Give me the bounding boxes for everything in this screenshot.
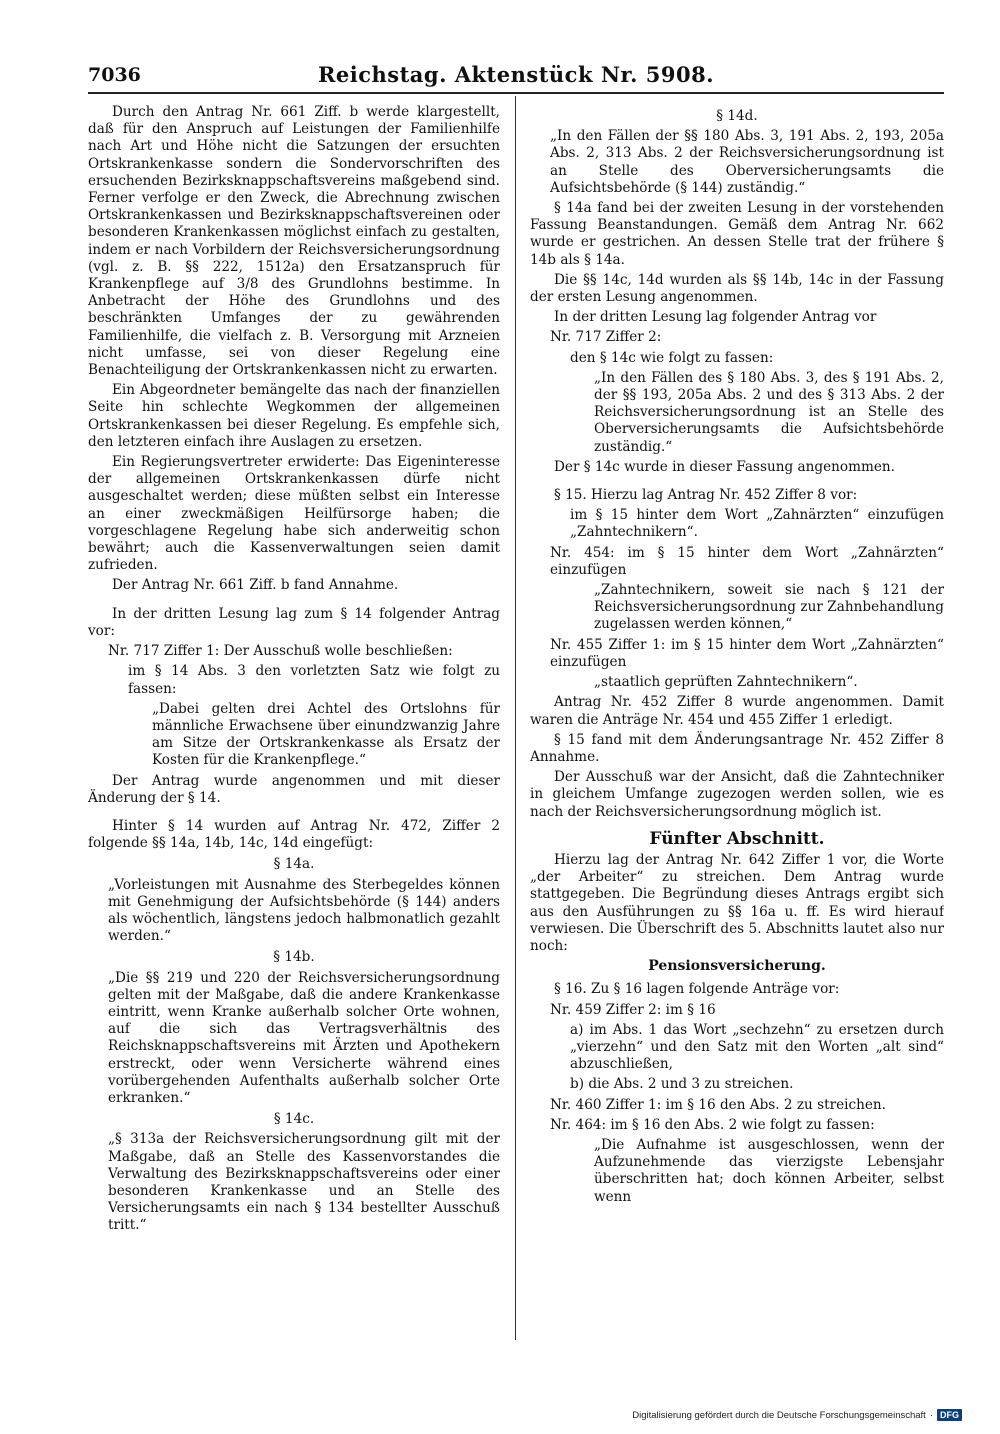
section-heading: § 14a. <box>273 856 315 873</box>
paragraph: Der Antrag wurde angenommen und mit dieser Änderung der § 14. <box>88 772 500 806</box>
paragraph: In der dritten Lesung lag zum § 14 folgender Antrag vor: <box>88 605 500 639</box>
page-title: Reichstag. Aktenstück Nr. 5908. <box>317 62 715 87</box>
page-number: 7036 <box>88 64 141 86</box>
paragraph: Nr. 717 Ziffer 1: Der Ausschuß wolle beschließen: <box>108 643 453 660</box>
paragraph: „Dabei gelten drei Achtel des Ortslohns für männliche Erwachsene über einundzwanzig Jahre am Sitze der Ortskrankenkasse als Ersatz der Kosten für die Krankenpflege.“ <box>152 700 500 769</box>
paragraph: Der Ausschuß war der Ansicht, daß die Zahntechniker in gleichem Umfange zugezogen werden sollen, wie es nach der Reichsversicherungsordnung möglich ist. <box>530 769 944 820</box>
paragraph: Ein Regierungsvertreter erwiderte: Das Eigeninteresse der allgemeinen Ortskrankenkassen dürfe nicht ausgeschaltet werden; diese müßten selbst ein Interesse an einer zweckmäßigen Heilfürsorge haben; die vorgeschlagene Regelung habe sich anderweitig schon bewährt; auch die Kassenverwaltungen seien damit zufrieden. <box>88 454 500 574</box>
paragraph: Nr. 460 Ziffer 1: im § 16 den Abs. 2 zu streichen. <box>550 1096 886 1113</box>
footer-text: Digitalisierung gefördert durch die Deutsche Forschungsgemeinschaft <box>632 1409 926 1421</box>
subsection-title: Pensionsversicherung. <box>648 958 826 975</box>
paragraph: In der dritten Lesung lag folgender Antrag vor <box>554 309 877 326</box>
paragraph: „§ 313a der Reichsversicherungsordnung gilt mit der Maßgabe, daß an Stelle des Kassenvorstandes die Verwaltung des Bezirksknappschaftsvereins oder einer besonderen Krankenkasse und an Stelle des Versicherungsamts ein nach § 134 bestellter Ausschuß tritt.“ <box>108 1131 500 1234</box>
paragraph: „Zahntechnikern, soweit sie nach § 121 der Reichsversicherungsordnung zur Zahnbehandlung zugelassen werden können,“ <box>594 582 944 633</box>
paragraph: Die §§ 14c, 14d wurden als §§ 14b, 14c in der Fassung der ersten Lesung angenommen. <box>530 271 944 306</box>
paragraph: Antrag Nr. 452 Ziffer 8 wurde angenommen. Damit waren die Anträge Nr. 454 und 455 Ziffer 1 erledigt. <box>530 694 944 728</box>
paragraph: im § 14 Abs. 3 den vorletzten Satz wie folgt zu fassen: <box>128 663 500 697</box>
paragraph: Hierzu lag der Antrag Nr. 642 Ziffer 1 vor, die Worte „der Arbeiter“ zu streichen. Dem Antrag wurde stattgegeben. Die Begründung dieses Antrags ergibt sich aus den Ausführungen zu §§ 16a u. ff. Es wird hierauf verwiesen. Die Überschrift des 5. Abschnitts lautet also nur noch: <box>530 851 944 954</box>
paragraph: § 15. Hierzu lag Antrag Nr. 452 Ziffer 8 vor: <box>554 487 858 504</box>
paragraph: Ein Abgeordneter bemängelte das nach der finanziellen Seite hin schlechte Wegkommen der allgemeinen Ortskrankenkassen bei dieser Regelung. Es empfehle sich, den letzteren einfach ihre Auslagen zu ersetzen. <box>88 382 500 450</box>
digitization-footer <box>632 1409 962 1421</box>
spacer <box>530 479 944 487</box>
paragraph: den § 14c wie folgt zu fassen: <box>570 349 774 366</box>
footer-separator: · <box>929 1409 933 1421</box>
paragraph: Der Antrag Nr. 661 Ziff. b fand Annahme. <box>112 577 399 594</box>
paragraph: Nr. 459 Ziffer 2: im § 16 <box>550 1001 716 1018</box>
paragraph: § 16. Zu § 16 lagen folgende Anträge vor: <box>554 981 840 998</box>
paragraph: Nr. 454: im § 15 hinter dem Wort „Zahnärzten“ einzufügen <box>550 544 944 578</box>
paragraph: Nr. 455 Ziffer 1: im § 15 hinter dem Wort „Zahnärzten“ einzufügen <box>550 636 944 670</box>
column-divider <box>515 96 516 1340</box>
right-column <box>530 104 944 1344</box>
section-heading: § 14c. <box>273 1111 315 1128</box>
paragraph: „In den Fällen des § 180 Abs. 3, des § 191 Abs. 2, der §§ 193, 205a Abs. 2 und des § 313 Abs. 2 der Reichsversicherungsordnung ist an Stelle des Oberversicherungsamts die Aufsichtsbehörde zuständig.“ <box>594 369 944 455</box>
left-column <box>88 104 500 1344</box>
page-header <box>88 62 944 94</box>
section-heading: § 14b. <box>273 949 315 966</box>
paragraph: „Vorleistungen mit Ausnahme des Sterbegeldes können mit Genehmigung der Aufsichtsbehörde (§ 144) anders als wöchentlich, längstens jedoch halbmonatlich gezahlt werden.“ <box>108 876 500 945</box>
paragraph: a) im Abs. 1 das Wort „sechzehn“ zu ersetzen durch „vierzehn“ und den Satz mit den Worten „alt sind“ abzuschließen, <box>570 1021 944 1073</box>
paragraph: „Die §§ 219 und 220 der Reichsversicherungsordnung gelten mit der Maßgabe, daß die andere Krankenkasse eintritt, wenn Kranke außerhalb solcher Orte wohnen, auf die sich das Vertragsverhältnis des Reichsknappschaftsvereins mit Ärzten und Apothekern erstreckt, oder wenn Versicherte während eines vorübergehenden Aufenthalts außerhalb solcher Orte erkranken.“ <box>108 969 500 1106</box>
paragraph: Hinter § 14 wurden auf Antrag Nr. 472, Ziffer 2 folgende §§ 14a, 14b, 14c, 14d eingefügt: <box>88 817 500 852</box>
paragraph: im § 15 hinter dem Wort „Zahnärzten“ einzufügen „Zahntechnikern“. <box>570 507 944 541</box>
paragraph: § 14a fand bei der zweiten Lesung in der vorstehenden Fassung Beanstandungen. Gemäß dem Antrag Nr. 662 wurde er gestrichen. An dessen Stelle trat der frühere § 14b als § 14a. <box>530 200 944 268</box>
paragraph: § 15 fand mit dem Änderungsantrage Nr. 452 Ziffer 8 Annahme. <box>530 731 944 765</box>
paragraph: Durch den Antrag Nr. 661 Ziff. b werde klargestellt, daß für den Anspruch auf Leistungen der Familienhilfe nach Art und Höhe nicht die Satzungen der ersuchten Ortskrankenkasse sondern die Sondervorschriften des ersuchenden Bezirksknappschaftsvereins maßgebend sind. Ferner verfolge er den Zweck, die Abrechnung zwischen Ortskrankenkassen und Bezirksknappschaftsvereinen oder besonderen Krankenkassen möglichst einfach zu gestalten, indem er nach Vorbildern der Reichsversicherungsordnung (vgl. z. B. §§ 222, 1512a) den Ersatzanspruch für Krankenpflege auf 3/8 des Grundlohns bestimme. In Anbetracht der Höhe des Grundlohns und des beschränkten Umfanges der zu gewährenden Familienhilfe, die vielfach z. B. Versorgung mit Arzneien nicht umfasse, sei von dieser Regelung eine Benachteiligung der Ortskrankenkassen nicht zu erwarten. <box>88 104 500 379</box>
spacer <box>88 598 500 606</box>
spacer <box>88 810 500 818</box>
paragraph: „staatlich geprüften Zahntechnikern“. <box>594 674 858 691</box>
paragraph: Nr. 464: im § 16 den Abs. 2 wie folgt zu fassen: <box>550 1116 875 1133</box>
section-heading: § 14d. <box>716 108 758 124</box>
paragraph: b) die Abs. 2 und 3 zu streichen. <box>570 1076 794 1093</box>
paragraph: Nr. 717 Ziffer 2: <box>550 329 662 346</box>
paragraph: „Die Aufnahme ist ausgeschlossen, wenn der Aufzunehmende das vierzigste Lebensjahr überschritten hat; doch können Arbeiter, selbst wenn <box>594 1136 944 1205</box>
chapter-title: Fünfter Abschnitt. <box>649 828 825 849</box>
dfg-logo: DFG <box>937 1409 962 1421</box>
paragraph: Der § 14c wurde in dieser Fassung angenommen. <box>554 458 895 475</box>
paragraph: „In den Fällen der §§ 180 Abs. 3, 191 Abs. 2, 193, 205a Abs. 2, 313 Abs. 2 der Reichsversicherungsordnung ist an Stelle des Oberversicherungsamts die Aufsichtsbehörde (§ 144) zuständig.“ <box>550 128 944 196</box>
